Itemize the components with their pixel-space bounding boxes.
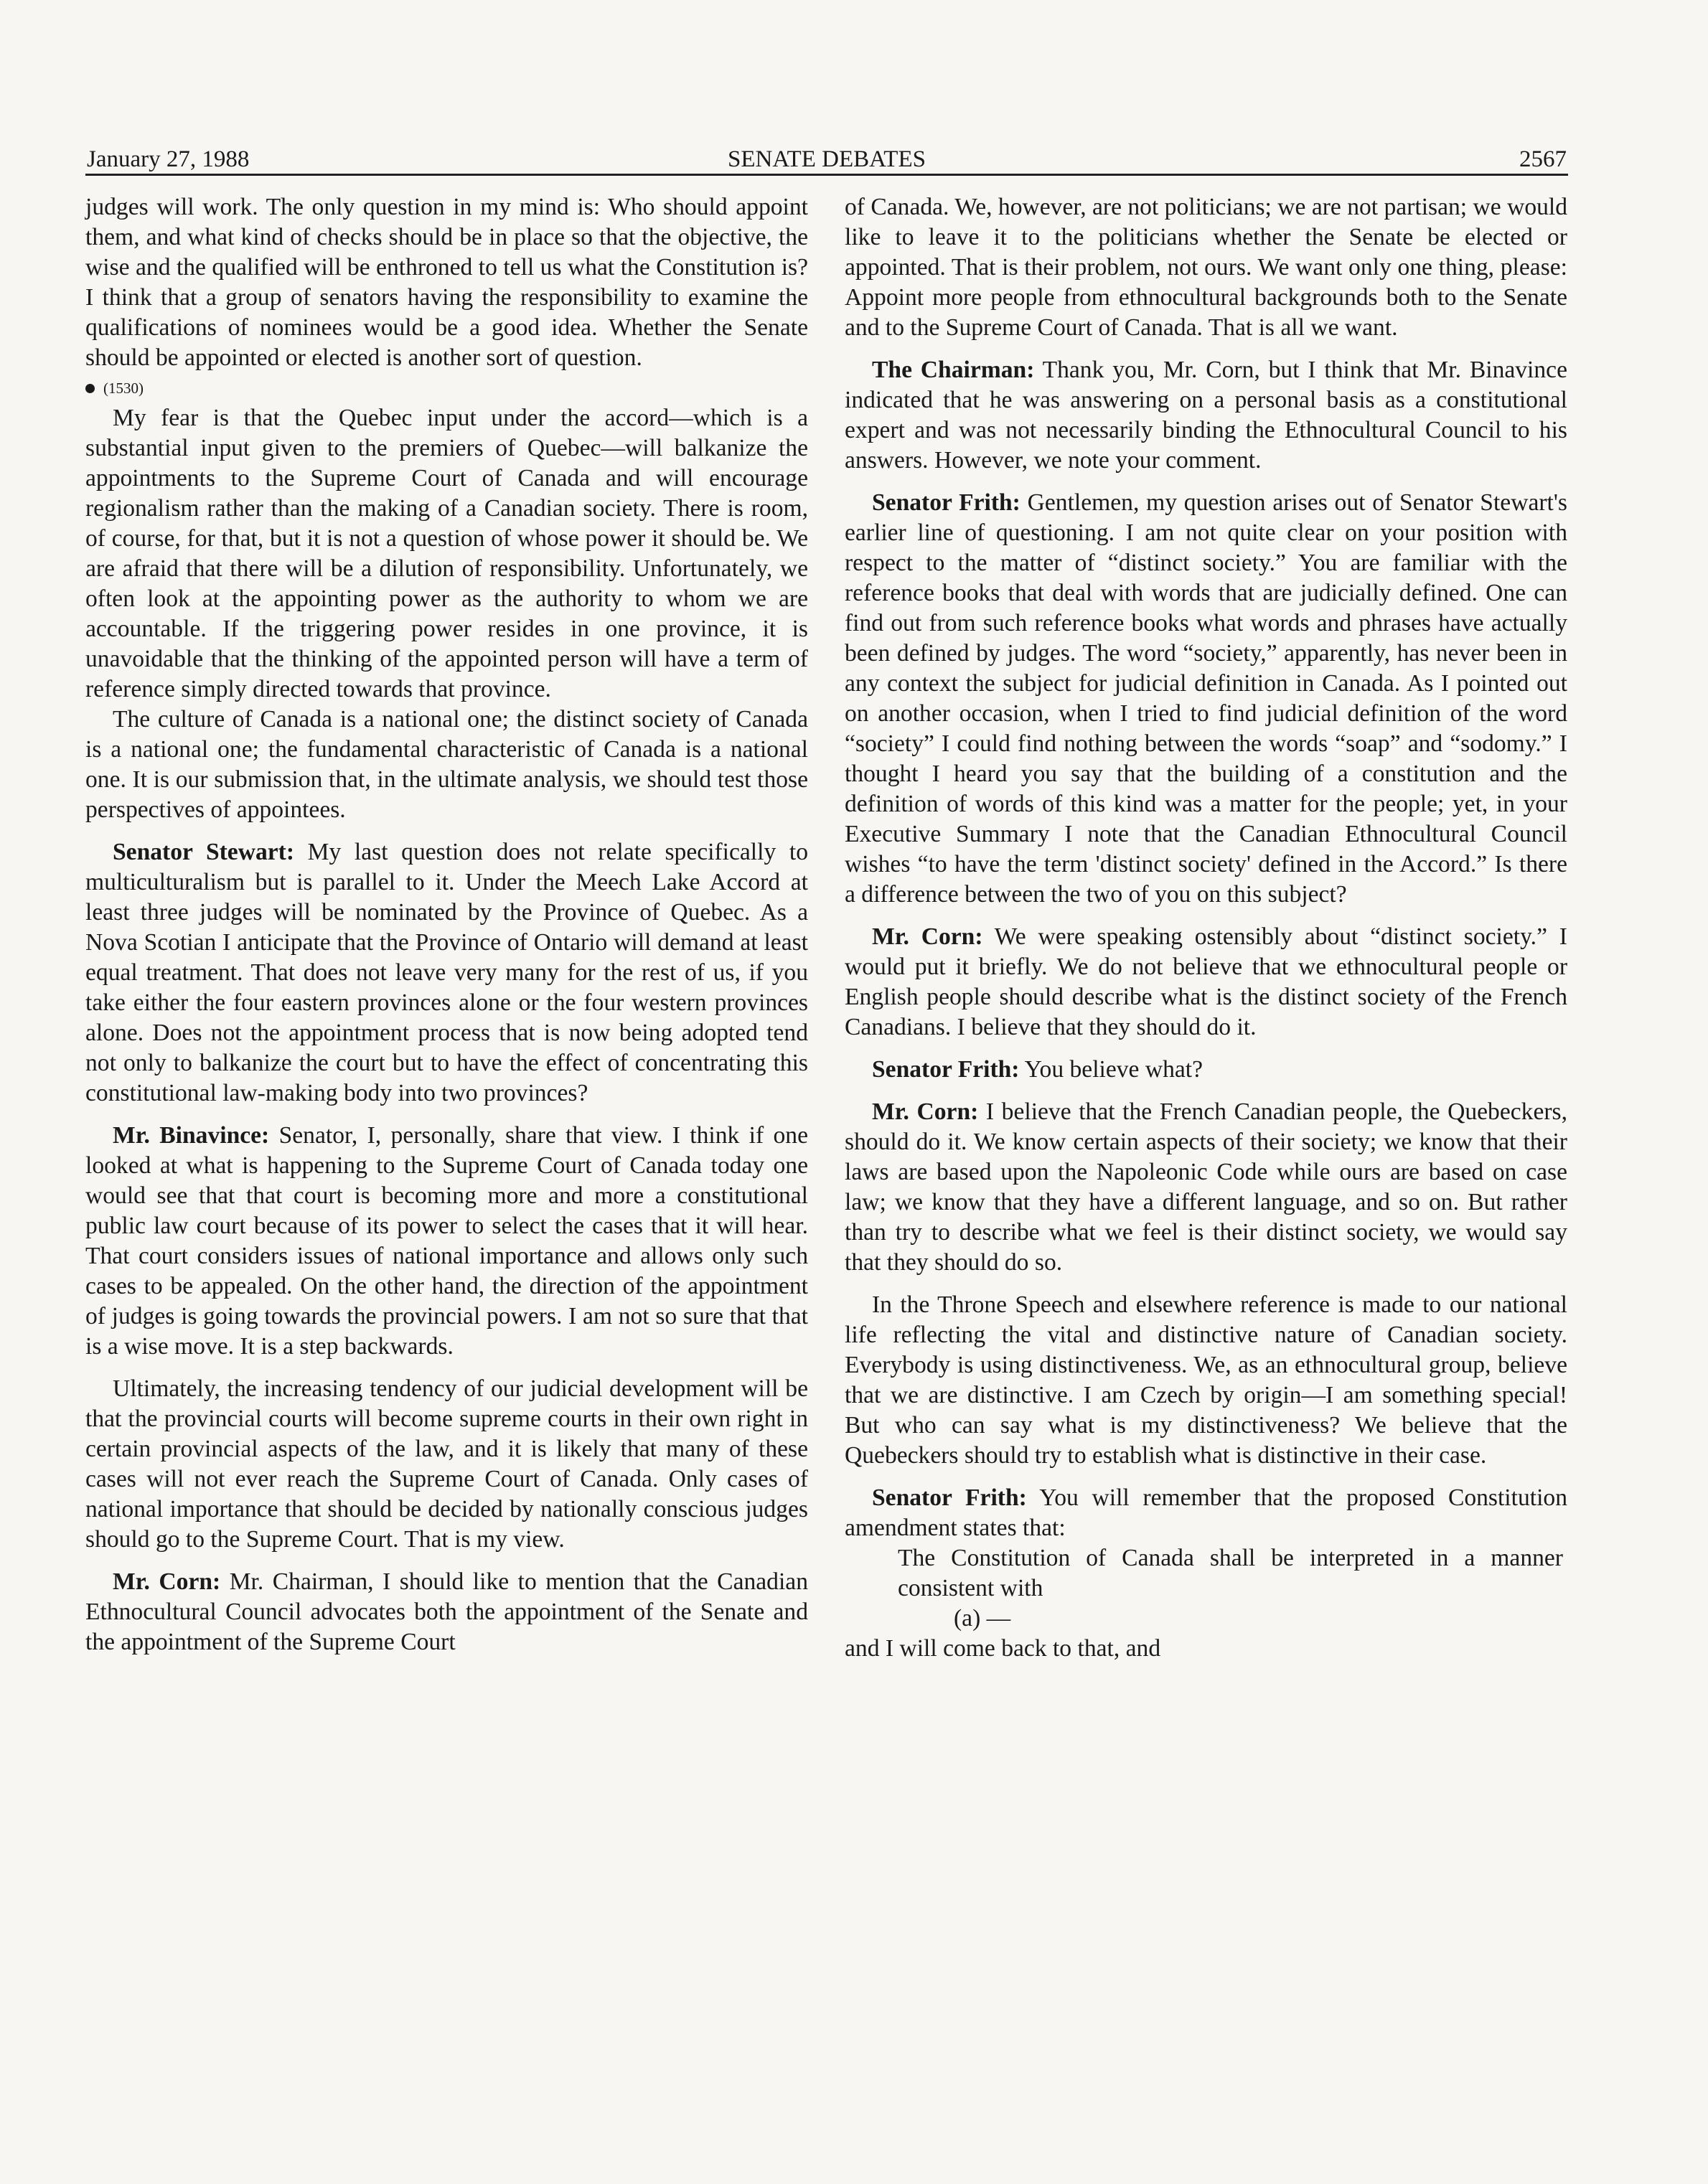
page-header bbox=[85, 142, 1568, 176]
speech-text: Mr. Chairman, I should like to mention that the Canadian Ethnocultural Council advocates both the appointment of the Senate and the appointment of the Supreme Court bbox=[85, 1568, 808, 1655]
speaker-name: Mr. Corn: bbox=[872, 1098, 979, 1125]
speech-paragraph bbox=[845, 488, 1567, 910]
speech-paragraph bbox=[85, 1567, 808, 1657]
speaker-name: Mr. Binavince: bbox=[113, 1122, 270, 1149]
speech-paragraph bbox=[845, 1483, 1567, 1543]
speaker-name: Senator Frith: bbox=[872, 489, 1020, 516]
speech-paragraph bbox=[845, 1097, 1567, 1278]
speech-text: My last question does not relate specifically to multiculturalism but is parallel to it. Under the Meech Lake Accord at least three judges will be nominated by the Province of Quebec. As a Nova Scotian I anticipate that the Province of Ontario will demand at least equal treatment. That does not leave very many for the rest of us, if you take either the four eastern provinces alone or the four western provinces alone. Does not the appointment process that is now being adopted tend not only to balkanize the court but to have the effect of concentrating this constitutional law-making body into two provinces? bbox=[85, 839, 808, 1106]
left-column bbox=[85, 192, 808, 1657]
paragraph: and I will come back to that, and bbox=[845, 1635, 1161, 1662]
speech-paragraph bbox=[845, 1055, 1567, 1085]
speech-paragraph bbox=[845, 355, 1567, 476]
speech-text: You will remember that the proposed Constitution amendment states that: bbox=[845, 1484, 1567, 1541]
paragraph: Ultimately, the increasing tendency of our judicial development will be that the provincial courts will become supreme courts in their own right in certain provincial aspects of the law, and it is likely that many of these cases will not ever reach the Supreme Court of Canada. Only cases of national importance that should be decided by nationally conscious judges should go to the Supreme Court. That is my view. bbox=[85, 1375, 808, 1553]
right-column bbox=[845, 192, 1567, 1664]
block-quote-item: (a) — bbox=[954, 1605, 1011, 1632]
header-date: January 27, 1988 bbox=[87, 146, 250, 172]
block-quote: The Constitution of Canada shall be interpreted in a manner consistent with bbox=[898, 1545, 1563, 1601]
speech-paragraph bbox=[85, 837, 808, 1109]
speech-paragraph bbox=[85, 1121, 808, 1362]
bullet-icon bbox=[85, 384, 95, 393]
speech-text: I believe that the French Canadian people, the Quebeckers, should do it. We know certain aspects of their society; we know that their laws are based upon the Napoleonic Code while ours are based on case law; we know that they have a different language, and so on. But rather than try to describe what we feel is their distinct society, we would say that they should do so. bbox=[845, 1098, 1567, 1276]
speaker-name: The Chairman: bbox=[872, 357, 1035, 383]
paragraph: My fear is that the Quebec input under the accord—which is a substantial input given to the premiers of Quebec—will balkanize the appointments to the Supreme Court of Canada and will encourage regionalism rather than the making of a Canadian society. There is room, of course, for that, but it is not a question of whose power it should be. We are afraid that there will be a dilution of responsibility. Unfortunately, we often look at the appointing power as the authority to whom we are accountable. If the triggering power resides in one province, it is unavoidable that the thinking of the appointed person will have a term of reference simply directed towards that province. bbox=[85, 405, 808, 702]
speaker-name: Senator Frith: bbox=[872, 1484, 1027, 1511]
paragraph: In the Throne Speech and elsewhere reference is made to our national life reflecting the vital and distinctive nature of Canadian society. Everybody is using distinctiveness. We, as an ethnocultural group, believe that we are distinctive. I am Czech by origin—I am something special! But who can say what is my distinctiveness? We believe that the Quebeckers should try to establish what is distinctive in their case. bbox=[845, 1291, 1567, 1469]
speech-text: Senator, I, personally, share that view. I think if one looked at what is happening to the Supreme Court of Canada today one would see that that court is becoming more and more a constitutional public law court because of its power to select the cases that it will hear. That court considers issues of national importance and allows only such cases to be appealed. On the other hand, the direction of the appointment of judges is going towards the provincial powers. I am not so sure that that is a wise move. It is a step backwards. bbox=[85, 1122, 809, 1360]
speech-text: Thank you, Mr. Corn, but I think that Mr. Binavince indicated that he was answering on a personal basis as a constitutional expert and was not necessarily binding the Ethnocultural Council to his answers. However, we note your comment. bbox=[845, 357, 1567, 474]
speaker-name: Mr. Corn: bbox=[872, 923, 983, 950]
speech-text: We were speaking ostensibly about “distinct society.” I would put it briefly. We do not believe that we ethnocultural people or English people should describe what is the distinct society of the French Canadians. I believe that they should do it. bbox=[845, 923, 1567, 1040]
paragraph: judges will work. The only question in my mind is: Who should appoint them, and what kind of checks should be in place so that the objective, the wise and the qualified will be enthroned to tell us what the Constitution is? I think that a group of senators having the responsibility to examine the qualifications of nominees would be a good idea. Whether the Senate should be appointed or elected is another sort of question. bbox=[85, 194, 808, 371]
time-marker bbox=[85, 373, 808, 403]
header-page-number: 2567 bbox=[1519, 146, 1567, 172]
speaker-name: Senator Frith: bbox=[872, 1056, 1020, 1083]
paragraph: The culture of Canada is a national one; the distinct society of Canada is a national one; the fundamental characteristic of Canada is a national one. It is our submission that, in the ultimate analysis, we should test those perspectives of appointees. bbox=[85, 706, 808, 823]
speech-paragraph bbox=[845, 922, 1567, 1042]
time-marker-text: (1530) bbox=[103, 380, 144, 397]
header-title: SENATE DEBATES bbox=[728, 146, 926, 172]
speech-text: Gentlemen, my question arises out of Senator Stewart's earlier line of questioning. I am not quite clear on your position with respect to the matter of “distinct society.” You are familiar with the reference books that deal with words that are judicially defined. One can find out from such reference books what words and phrases have actually been defined by judges. The word “society,” apparently, has never been in any context the subject for judicial definition in Canada. As I pointed out on another occasion, when I tried to find judicial definition of the word “society” I could find nothing between the words “soap” and “sodomy.” I thought I heard you say that the building of a constitution and the definition of words of this kind was a matter for the people; yet, in your Executive Summary I note that the Canadian Ethnocultural Council wishes “to have the term 'distinct society' defined in the Accord.” Is there a difference between the two of you on this subject? bbox=[845, 489, 1567, 908]
speech-text: You believe what? bbox=[1019, 1056, 1203, 1083]
paragraph: of Canada. We, however, are not politicians; we are not partisan; we would like to leave it to the politicians whether the Senate be elected or appointed. That is their problem, not ours. We want only one thing, please: Appoint more people from ethnocultural backgrounds both to the Senate and to the Supreme Court of Canada. That is all we want. bbox=[845, 194, 1568, 341]
speaker-name: Senator Stewart: bbox=[113, 839, 295, 865]
speaker-name: Mr. Corn: bbox=[113, 1568, 221, 1595]
